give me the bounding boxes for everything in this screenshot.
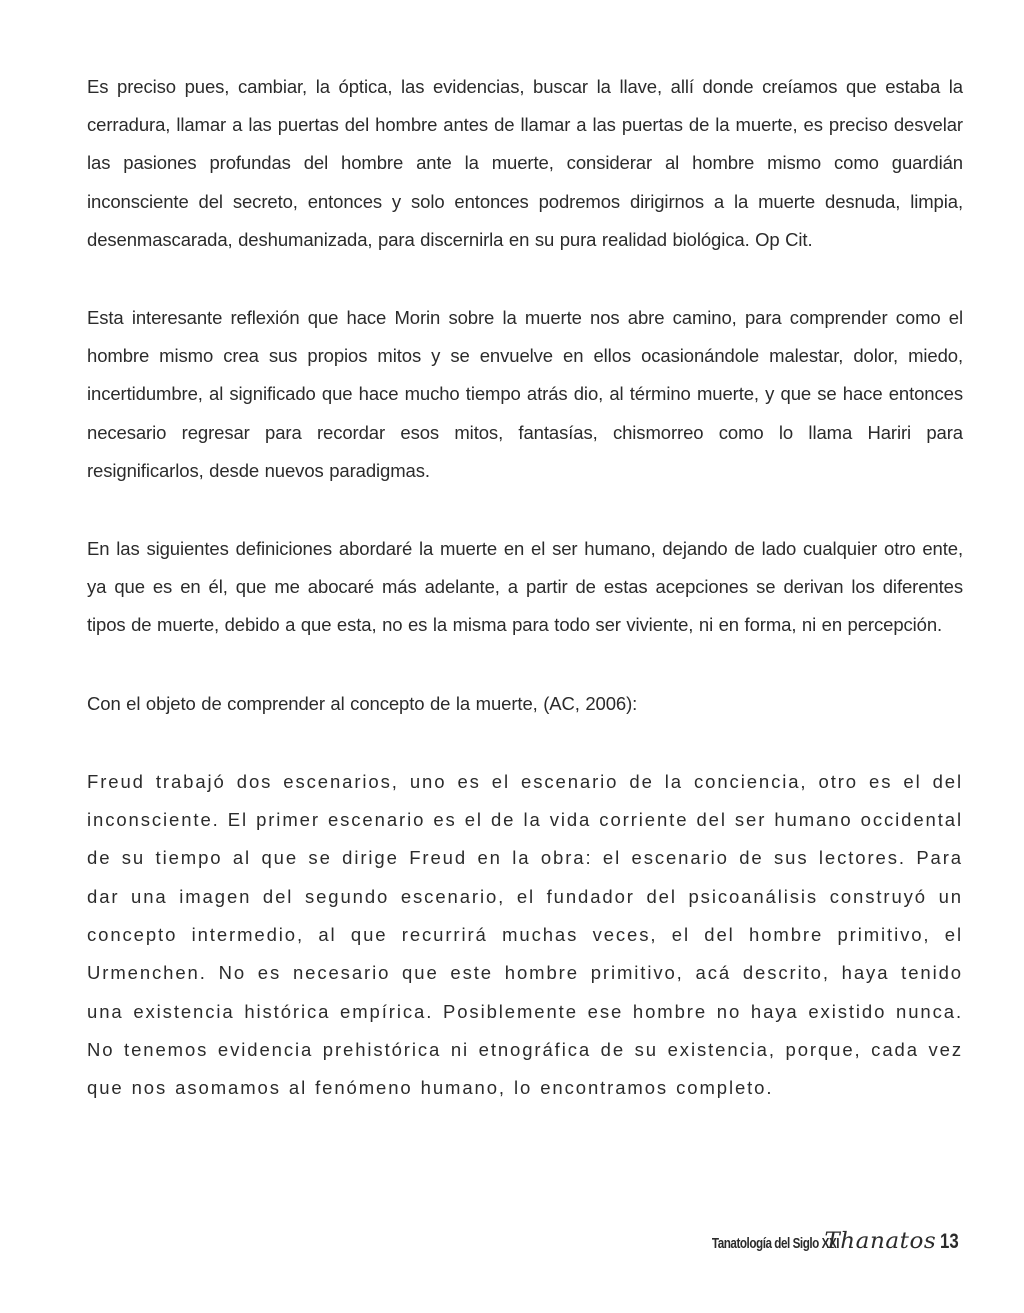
paragraph-3: En las siguientes definiciones abordaré la muerte en el ser humano, dejando de lado cualquier otro ente, ya que es en él, que me abocaré más adelante, a partir de estas acepciones se derivan los diferentes tipos de muerte, debido a que esta, no es la misma para todo ser viviente, ni en forma, ni en percepción. — [87, 538, 963, 636]
freud-quote: Freud trabajó dos escenarios, uno es el escenario de la conciencia, otro es el del inconsciente. El primer escenario es el de la vida corriente del ser humano occidental de su tiempo al que se dirige Freud en la obra: el escenario de sus lectores. Para dar una imagen del segundo escenario, el fundador del psicoanálisis construyó un concepto intermedio, al que recurrirá muchas veces, el del hombre primitivo, el Urmenchen. No es necesario que este hombre primitivo, acá descrito, haya tenido una existencia histórica empírica. Posiblemente ese hombre no haya existido nunca. No tenemos evidencia prehistórica ni etnográfica de su existencia, porque, cada vez que nos asomamos al fenómeno humano, lo encontramos completo. — [87, 770, 963, 1099]
page-number: 13 — [939, 1230, 959, 1253]
paragraph-2: Esta interesante reflexión que hace Morin sobre la muerte nos abre camino, para comprender como el hombre mismo crea sus propios mitos y se envuelve en ellos ocasionándole malestar, dolor, miedo, incertidumbre, al significado que hace mucho tiempo atrás dio, al término muerte, y que se hace entonces necesario regresar para recordar esos mitos, fantasías, chismorreo como lo llama Hariri para resignificarlos, desde nuevos paradigmas. — [87, 307, 963, 481]
page-footer — [676, 1229, 963, 1254]
paragraph-1: Es preciso pues, cambiar, la óptica, las evidencias, buscar la llave, allí donde creíamos que estaba la cerradura, llamar a las puertas del hombre antes de llamar a las puertas de la muerte, es preciso desvelar las pasiones profundas del hombre ante la muerte, considerar al hombre mismo como guardián inconsciente del secreto, entonces y solo entonces podremos dirigirnos a la muerte desnuda, limpia, desenmascarada, deshumanizada, para discernirla en su pura realidad biológica. Op Cit. — [87, 76, 963, 250]
footer-series-title: Tanatología del Siglo XXI — [711, 1235, 840, 1252]
document-body — [87, 68, 963, 1108]
footer-brand-logo: Thanatos — [824, 1229, 937, 1254]
paragraph-4: Con el objeto de comprender al concepto de la muerte, (AC, 2006): — [87, 692, 638, 714]
